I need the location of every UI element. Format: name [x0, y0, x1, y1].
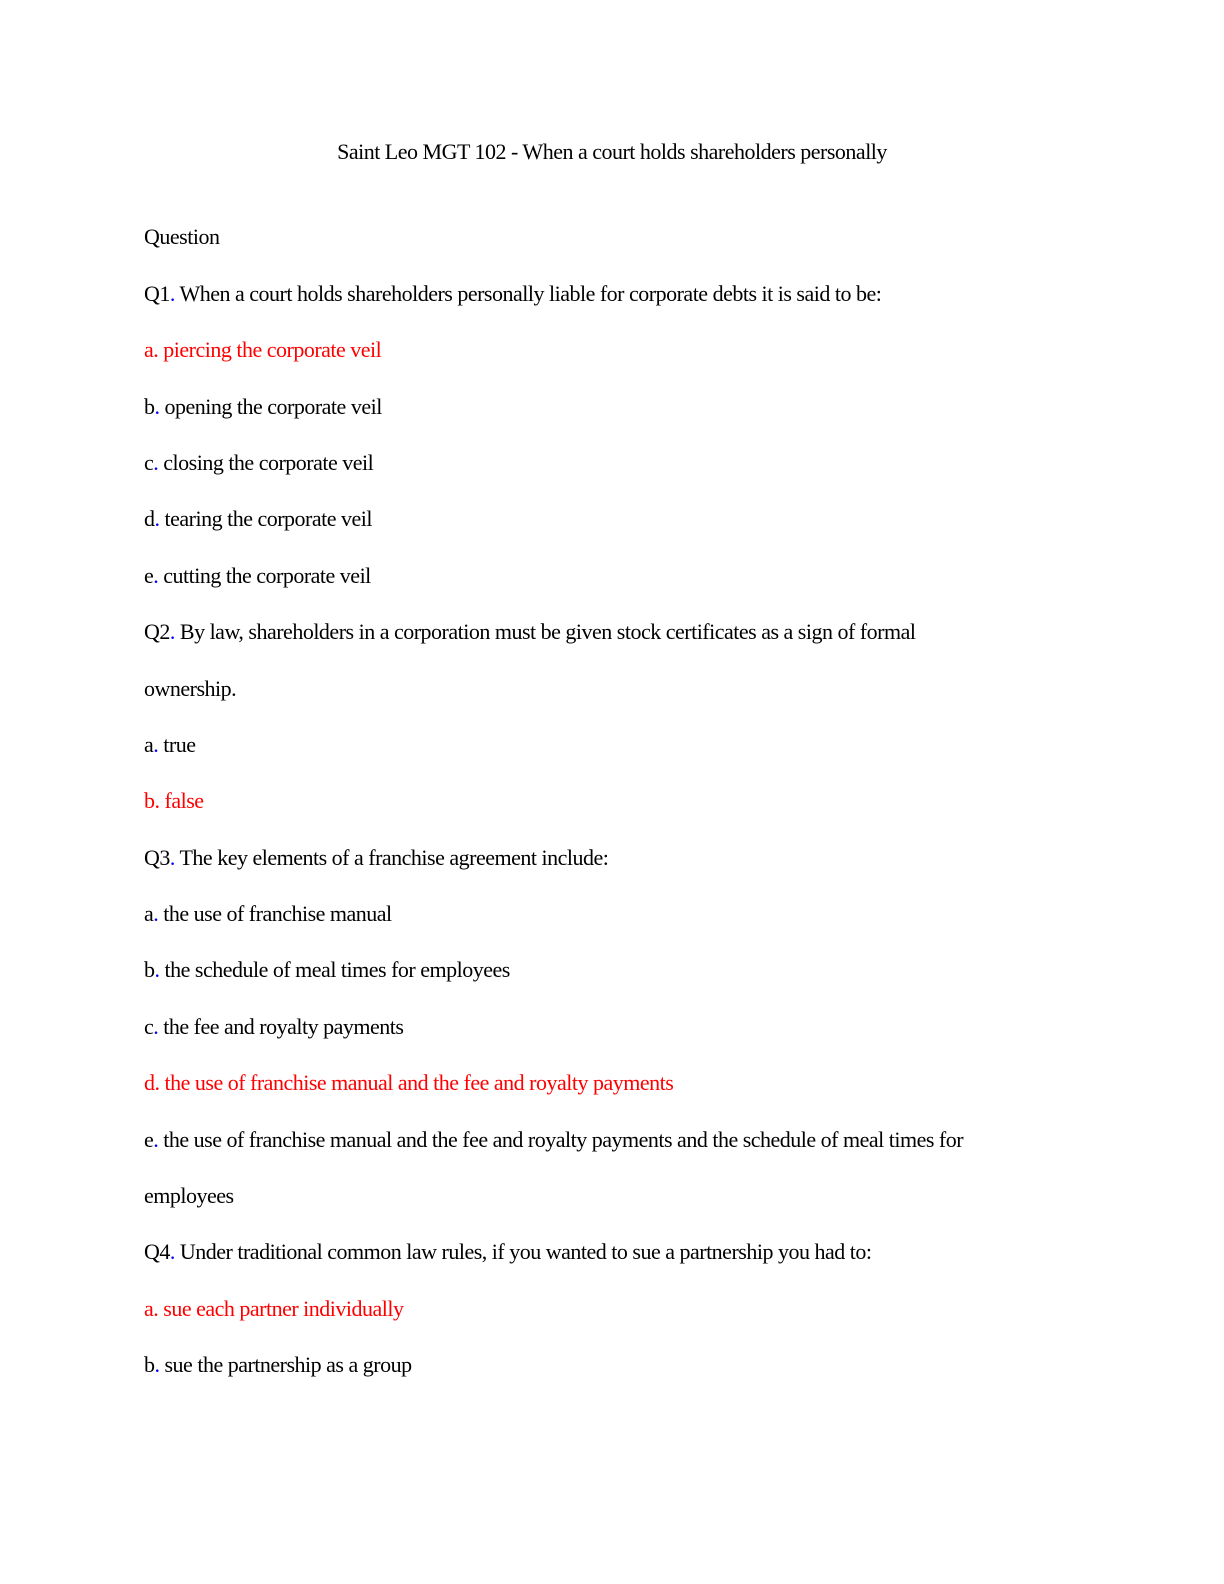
text-segment: cutting the corporate veil	[158, 562, 371, 588]
document-content	[144, 124, 1080, 1394]
text-segment: a	[144, 901, 154, 927]
answer-text: a. piercing the corporate veil	[144, 337, 382, 363]
text-segment: the fee and royalty payments	[158, 1013, 404, 1039]
link-dot[interactable]: .	[153, 1126, 159, 1152]
text-segment: b	[144, 957, 155, 983]
text-segment: the use of franchise manual and the fee and royalty payments and the schedule of meal times for	[158, 1126, 964, 1152]
link-dot[interactable]: .	[153, 1013, 159, 1039]
text-segment: d	[144, 506, 155, 532]
text-segment: Q2	[144, 619, 170, 645]
document-line	[144, 1168, 1080, 1224]
link-dot[interactable]: .	[153, 901, 159, 927]
document-line	[144, 1337, 1080, 1393]
document-line	[144, 661, 1080, 717]
document-line	[144, 266, 1080, 322]
link-dot[interactable]: .	[169, 619, 175, 645]
document-line	[144, 604, 1080, 660]
text-segment: true	[158, 731, 196, 757]
text-segment: e	[144, 1126, 154, 1152]
document-line	[144, 379, 1080, 435]
link-dot[interactable]: .	[153, 731, 159, 757]
text-segment: b	[144, 393, 155, 419]
text-segment: When a court holds shareholders personally liable for corporate debts it is said to be:	[174, 280, 882, 306]
text-segment: Q3	[144, 844, 170, 870]
link-dot[interactable]: .	[154, 506, 160, 532]
document-line	[144, 1055, 1080, 1111]
text-segment: closing the corporate veil	[158, 449, 374, 475]
text-segment: e	[144, 562, 154, 588]
document-line	[144, 886, 1080, 942]
text-segment: Q4	[144, 1239, 170, 1265]
text-segment: Question	[144, 224, 220, 250]
document-line	[144, 717, 1080, 773]
text-segment: sue the partnership as a group	[159, 1352, 412, 1378]
answer-text: a. sue each partner individually	[144, 1295, 404, 1321]
document-line	[144, 942, 1080, 998]
link-dot[interactable]: .	[153, 562, 159, 588]
document-line	[144, 491, 1080, 547]
document-line	[144, 322, 1080, 378]
document-line	[144, 1112, 1080, 1168]
link-dot[interactable]: .	[169, 280, 175, 306]
document-line	[144, 1281, 1080, 1337]
document-title: Saint Leo MGT 102 - When a court holds shareholders personally	[337, 139, 887, 164]
document-line	[144, 548, 1080, 604]
document-body	[144, 209, 1080, 1393]
text-segment: employees	[144, 1183, 234, 1209]
link-dot[interactable]: .	[169, 1239, 175, 1265]
link-dot[interactable]: .	[153, 449, 159, 475]
text-segment: opening the corporate veil	[159, 393, 382, 419]
document-line	[144, 209, 1080, 265]
text-segment: c	[144, 449, 154, 475]
text-segment: c	[144, 1013, 154, 1039]
text-segment: ownership.	[144, 675, 237, 701]
text-segment: the schedule of meal times for employees	[159, 957, 510, 983]
title-spacer	[144, 180, 1080, 209]
text-segment: the use of franchise manual	[158, 901, 392, 927]
document-line	[144, 435, 1080, 491]
document-line	[144, 1224, 1080, 1280]
text-segment: tearing the corporate veil	[159, 506, 373, 532]
document-line	[144, 773, 1080, 829]
text-segment: b	[144, 1352, 155, 1378]
text-segment: Q1	[144, 280, 170, 306]
answer-text: b. false	[144, 788, 204, 814]
link-dot[interactable]: .	[154, 1352, 160, 1378]
text-segment: By law, shareholders in a corporation must be given stock certificates as a sign of formal	[174, 619, 916, 645]
document-line	[144, 830, 1080, 886]
link-dot[interactable]: .	[154, 957, 160, 983]
text-segment: Under traditional common law rules, if you wanted to sue a partnership you had to:	[174, 1239, 872, 1265]
text-segment: The key elements of a franchise agreement include:	[174, 844, 609, 870]
answer-text: d. the use of franchise manual and the fee and royalty payments	[144, 1070, 674, 1096]
document-line	[144, 999, 1080, 1055]
link-dot[interactable]: .	[169, 844, 175, 870]
text-segment: a	[144, 731, 154, 757]
link-dot[interactable]: .	[154, 393, 160, 419]
